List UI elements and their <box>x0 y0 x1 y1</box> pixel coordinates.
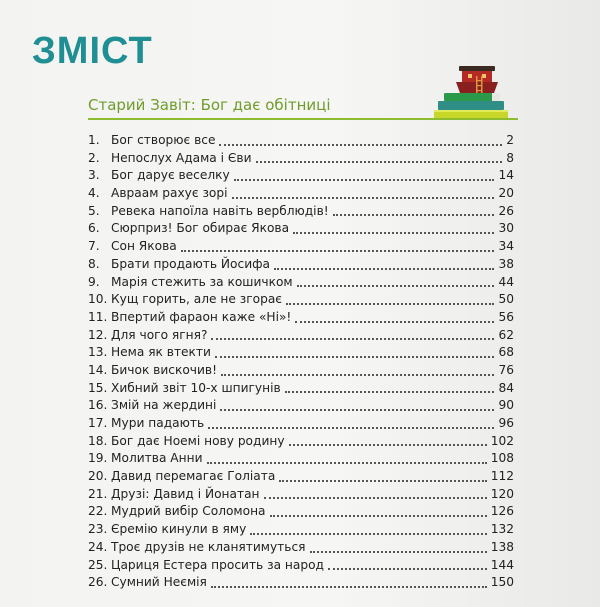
toc-entry <box>88 557 514 575</box>
toc-number: 11. <box>88 309 108 324</box>
toc-number: 3. <box>88 168 100 183</box>
toc-page: 50 <box>498 292 514 307</box>
toc-entry <box>88 220 514 238</box>
toc-leader <box>295 320 494 323</box>
toc-number: 26. <box>88 575 108 590</box>
toc-entry <box>88 539 514 557</box>
toc-number: 4. <box>88 186 100 201</box>
toc-page: 144 <box>490 557 514 572</box>
toc-page: 68 <box>498 345 514 360</box>
toc-page: 30 <box>498 221 514 236</box>
toc-entry <box>88 503 514 521</box>
toc-entry <box>88 397 514 415</box>
toc-page: 8 <box>506 150 514 165</box>
toc-number: 21. <box>88 486 108 501</box>
toc-title: Бог дарує веселку <box>111 168 230 183</box>
toc-leader <box>221 373 494 376</box>
toc-title: Цариця Естера просить за народ <box>111 557 324 572</box>
toc-leader <box>264 496 487 499</box>
toc-leader <box>286 302 495 305</box>
toc-entry <box>88 274 514 292</box>
toc-page: 112 <box>490 469 514 484</box>
toc-number: 10. <box>88 292 108 307</box>
toc-title: Брати продають Йосифа <box>111 256 271 271</box>
toc-entry <box>88 486 514 504</box>
toc-page: 44 <box>498 274 514 289</box>
toc-page: 96 <box>498 416 514 430</box>
toc-title: Впертий фараон каже «Ні»! <box>111 309 292 324</box>
toc-page: 62 <box>498 327 514 342</box>
toc-leader <box>234 178 495 181</box>
toc-title: Сюрприз! Бог обирає Якова <box>111 221 290 236</box>
toc-title: Сумний Неємія <box>111 575 207 590</box>
toc-page: 14 <box>498 168 514 183</box>
toc-title: Авраам рахує зорі <box>111 186 228 201</box>
toc-entry <box>88 362 514 380</box>
toc-leader <box>208 426 494 429</box>
toc-number: 13. <box>88 345 108 360</box>
toc-title: Давид перемагає Голіата <box>111 469 276 484</box>
toc-page: 138 <box>490 539 514 554</box>
toc-number: 6. <box>88 221 100 236</box>
toc-entry <box>88 415 514 433</box>
toc-page: 120 <box>490 486 514 501</box>
toc-leader <box>328 567 487 570</box>
toc-number: 12. <box>88 327 108 342</box>
toc-title: Для чого ягня? <box>111 327 208 342</box>
page-title: ЗМІСТ <box>32 30 153 72</box>
toc-leader <box>207 461 487 464</box>
toc-number: 19. <box>88 451 108 466</box>
toc-number: 16. <box>88 398 108 413</box>
toc-leader <box>232 196 495 199</box>
toc-title: Нема як втекти <box>111 345 211 360</box>
toc-leader <box>270 514 487 517</box>
toc-leader <box>285 390 495 393</box>
toc-number: 1. <box>88 133 100 147</box>
toc-number: 20. <box>88 469 108 484</box>
toc-number: 17. <box>88 416 108 430</box>
toc-page: 150 <box>490 575 514 590</box>
toc-number: 8. <box>88 256 100 271</box>
toc-page: 84 <box>498 380 514 395</box>
toc-title: Мудрий вибір Соломона <box>111 504 266 519</box>
toc-leader <box>333 213 495 216</box>
toc-entry <box>88 203 514 221</box>
toc-leader <box>250 532 486 535</box>
toc-page: 76 <box>498 362 514 377</box>
toc-number: 14. <box>88 362 108 377</box>
toc-page: 26 <box>498 203 514 218</box>
toc-leader <box>211 585 487 588</box>
toc-title: Сон Якова <box>111 239 177 254</box>
toc-page: 126 <box>490 504 514 519</box>
toc-leader <box>181 249 495 252</box>
toc-title: Марія стежить за кошичком <box>111 274 293 289</box>
toc-page: 56 <box>498 309 514 324</box>
toc-number: 18. <box>88 433 108 448</box>
toc-page: 20 <box>498 186 514 201</box>
toc-entry <box>88 327 514 345</box>
toc-number: 25. <box>88 557 108 572</box>
toc-leader <box>219 143 502 146</box>
toc-number: 23. <box>88 522 108 537</box>
toc-entry <box>88 450 514 468</box>
toc-entry <box>88 150 514 168</box>
toc-page: 102 <box>490 433 514 448</box>
toc-leader <box>297 284 495 287</box>
toc-entry <box>88 291 514 309</box>
noah-ark-books-icon <box>432 58 512 122</box>
toc-page: 34 <box>498 239 514 254</box>
toc-entry <box>88 574 514 592</box>
section-title: Старий Завіт: Бог дає обітниці <box>88 96 331 114</box>
toc-entry <box>88 521 514 539</box>
toc-title: Троє друзів не кланятимуться <box>111 539 306 554</box>
toc-number: 2. <box>88 150 100 165</box>
toc-number: 24. <box>88 539 108 554</box>
toc-title: Бог дає Ноемі нову родину <box>111 433 285 448</box>
toc-leader <box>274 267 494 270</box>
toc-title: Кущ горить, але не згорає <box>111 292 282 307</box>
toc-entry <box>88 309 514 327</box>
toc-leader <box>293 231 494 234</box>
toc-title: Непослух Адама і Єви <box>111 150 252 165</box>
toc-page: 38 <box>498 256 514 271</box>
toc-page: 90 <box>498 398 514 413</box>
toc-entry <box>88 167 514 185</box>
toc-number: 15. <box>88 380 108 395</box>
toc-leader <box>220 408 494 411</box>
section-divider <box>88 118 518 120</box>
toc-number: 22. <box>88 504 108 519</box>
toc-title: Ревека напоїла навіть верблюдів! <box>111 203 329 218</box>
toc-leader <box>211 337 494 340</box>
toc-entry <box>88 132 514 150</box>
toc-entry <box>88 468 514 486</box>
toc-entry <box>88 256 514 274</box>
toc-entry <box>88 433 514 451</box>
table-of-contents <box>88 132 514 592</box>
toc-number: 5. <box>88 203 100 218</box>
toc-leader <box>256 160 503 163</box>
toc-page: 2 <box>506 133 514 147</box>
toc-title: Єремію кинули в яму <box>111 522 247 537</box>
toc-title: Мури падають <box>111 416 205 430</box>
toc-leader <box>279 479 486 482</box>
toc-title: Хибний звіт 10-х шпигунів <box>111 380 281 395</box>
toc-entry <box>88 185 514 203</box>
toc-entry <box>88 344 514 362</box>
toc-leader <box>310 550 487 553</box>
toc-title: Бог створює все <box>111 133 216 147</box>
toc-title: Друзі: Давид і Йонатан <box>111 486 260 501</box>
toc-entry <box>88 380 514 398</box>
toc-title: Молитва Анни <box>111 451 203 466</box>
toc-page: 132 <box>490 522 514 537</box>
toc-page: 108 <box>490 451 514 466</box>
toc-number: 9. <box>88 274 100 289</box>
toc-leader <box>289 443 487 446</box>
toc-leader <box>215 355 495 358</box>
toc-number: 7. <box>88 239 100 254</box>
toc-title: Бичок вискочив! <box>111 362 217 377</box>
toc-entry <box>88 238 514 256</box>
toc-title: Змій на жердині <box>111 398 217 413</box>
